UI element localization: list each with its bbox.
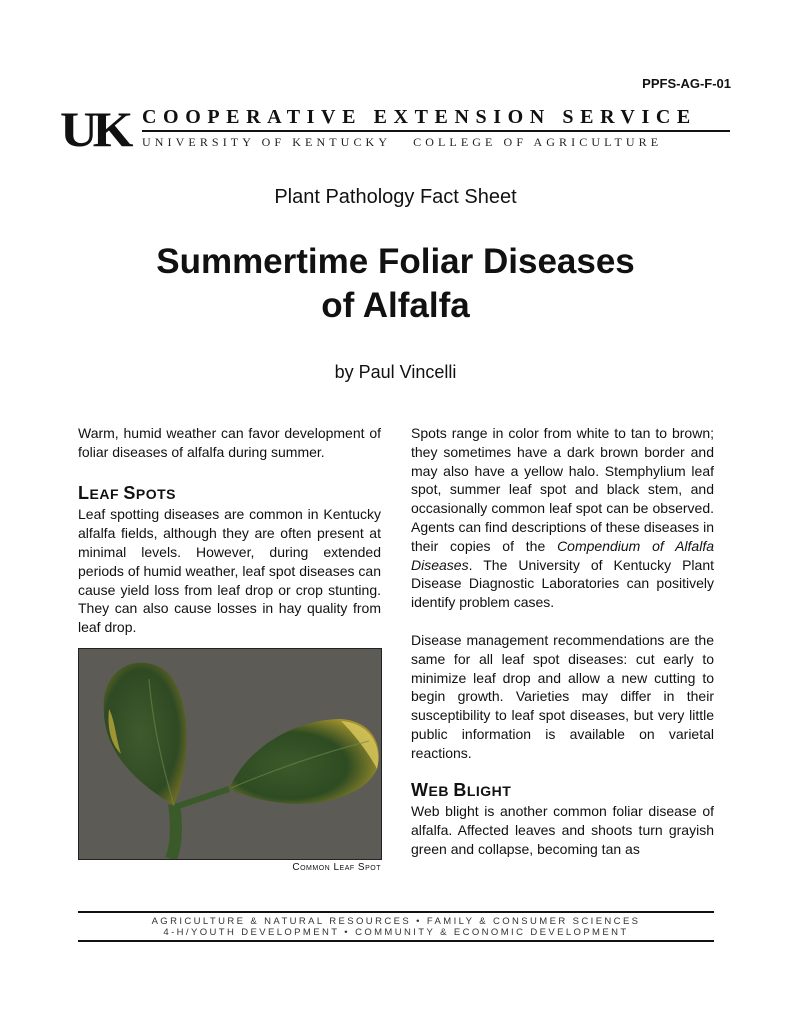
footer-rule-bottom (78, 940, 714, 942)
fact-sheet-subtitle: Plant Pathology Fact Sheet (274, 186, 517, 208)
web-blight-heading: WEB BLIGHT (411, 779, 512, 800)
left-column (78, 424, 381, 637)
service-name: COOPERATIVE EXTENSION SERVICE (142, 106, 697, 128)
leaf-spot-photo (78, 648, 382, 860)
right-column (411, 424, 714, 859)
leaf-spots-heading: LEAF SPOTS (78, 482, 177, 503)
leaf-spots-paragraph-1: Leaf spotting diseases are common in Kentucky alfalfa fields, although they are often present at minimal levels. However, during extended periods of humid weather, leaf spot diseases can cause yield loss from leaf drop or crop stunting. They can also cause losses in hay quality from leaf drop. (78, 506, 381, 636)
title-line-2: of Alfalfa (321, 286, 470, 325)
intro-paragraph: Warm, humid weather can favor development of foliar diseases of alfalfa during summer. (78, 425, 381, 460)
document-title (0, 240, 791, 328)
footer-rule-top (78, 911, 714, 913)
document-id: PPFS-AG-F-01 (642, 76, 731, 91)
figure-caption: Common Leaf Spot (292, 862, 381, 873)
leaf-spots-paragraph-2: Spots range in color from white to tan to brown; they sometimes have a dark brown border and may also have a yellow halo. Stemphylium leaf spot, summer leaf spot and black stem, and occasionally common leaf spot can be observed. Agents can find descriptions of these diseases in their copies of the Compendium of Alfalfa Diseases. The University of Kentucky Plant Disease Diagnostic Laboratories can positively identify problem cases. (411, 425, 714, 611)
leaf-spots-paragraph-3: Disease management recommendations are the same for all leaf spot diseases: cut early to minimize leaf drop and allow a new cutting to begin growth. Varieties may differ in their susceptibility to leaf spot diseases, but very little public information is available on varietal reactions. (411, 631, 714, 761)
title-line-1: Summertime Foliar Diseases (156, 242, 635, 281)
web-blight-paragraph-1: Web blight is another common foliar disease of alfalfa. Affected leaves and shoots turn grayish green and collapse, becoming tan as (411, 803, 714, 857)
author-byline: by Paul Vincelli (334, 362, 457, 382)
header-rule (142, 130, 730, 132)
footer-line-2: 4-H/YOUTH DEVELOPMENT • COMMUNITY & ECONOMIC DEVELOPMENT (163, 927, 629, 938)
uk-logo: UK (60, 101, 129, 157)
college-name: COLLEGE OF AGRICULTURE (413, 135, 663, 149)
institution-line (142, 135, 730, 150)
alfalfa-leaf-illustration (79, 649, 381, 859)
footer-line-1: AGRICULTURE & NATURAL RESOURCES • FAMILY & CONSUMER SCIENCES (151, 916, 641, 927)
university-name: UNIVERSITY OF KENTUCKY (142, 135, 392, 149)
